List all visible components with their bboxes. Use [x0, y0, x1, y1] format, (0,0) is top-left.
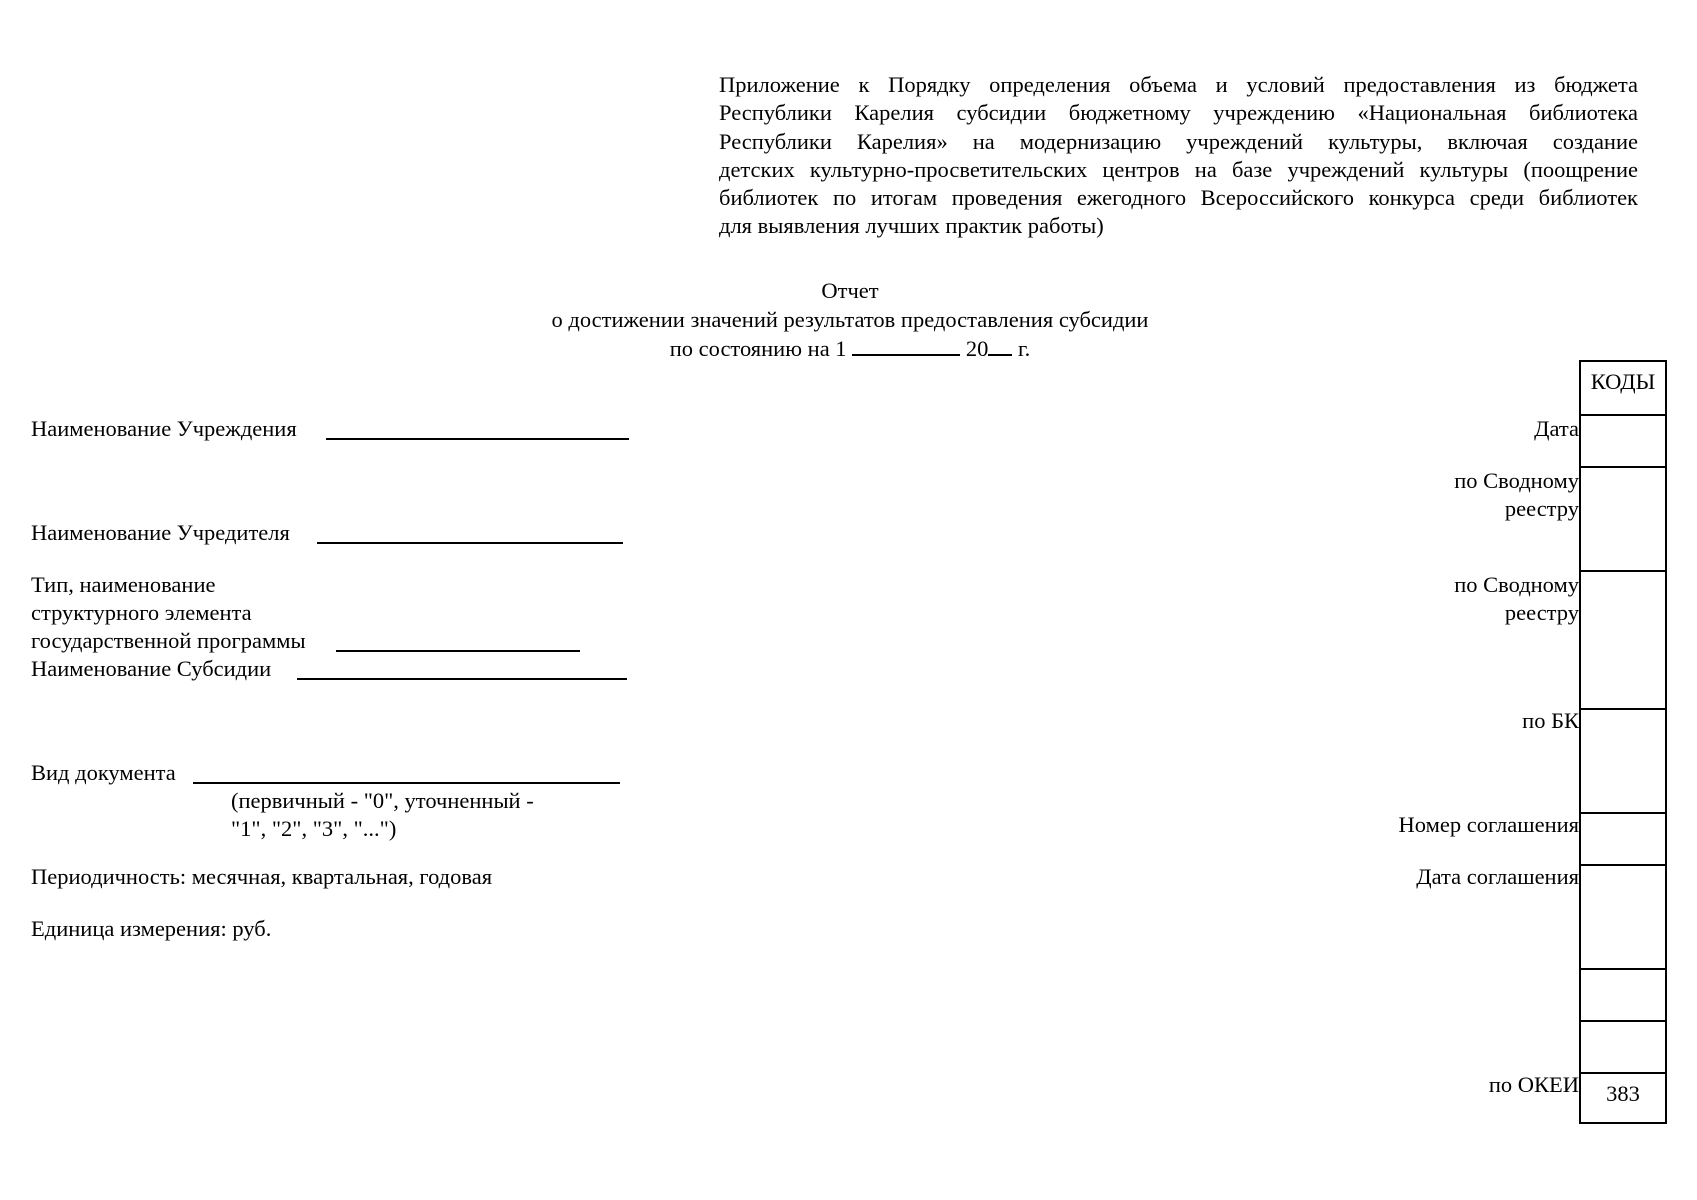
program-label-line-3: государственной программы: [31, 628, 306, 653]
codes-header: КОДЫ: [1590, 369, 1656, 394]
report-title: [300, 277, 1400, 363]
program-field[interactable]: [336, 650, 580, 652]
date-year-blank[interactable]: [988, 334, 1012, 356]
appendix-line: Республики Карелия субсидии бюджетному учреждению «Национальная библиотека: [719, 100, 1638, 126]
doc-type-label: Вид документа: [31, 760, 176, 785]
svod-registry-label-2b: реестру: [1504, 600, 1579, 625]
title-year: 20: [965, 336, 989, 361]
code-cell-agreement-date[interactable]: [1581, 864, 1665, 968]
periodicity-label: Периодичность: месячная, квартальная, годовая: [31, 864, 493, 889]
appendix-text: [719, 71, 1638, 241]
doc-type-note-line-2: "1", "2", "3", "..."): [231, 816, 397, 841]
svod-registry-label-2a: по Сводному: [1454, 572, 1579, 597]
date-label: Дата: [1534, 416, 1579, 441]
code-cell-bk[interactable]: [1581, 708, 1665, 812]
agreement-date-label: Дата соглашения: [1416, 864, 1579, 889]
date-month-blank[interactable]: [852, 334, 960, 356]
bk-label: по БК: [1522, 708, 1579, 733]
founder-label: Наименование Учредителя: [31, 520, 290, 545]
subsidy-field[interactable]: [297, 678, 627, 680]
code-cell-date[interactable]: [1581, 414, 1665, 466]
program-label-line-2: структурного элемента: [31, 600, 252, 625]
code-cell-empty-1[interactable]: [1581, 968, 1665, 1020]
svod-registry-label-1b: реестру: [1504, 496, 1579, 521]
title-line-3: [300, 334, 1400, 363]
appendix-line: библиотек по итогам проведения ежегодного Всероссийского конкурса среди библиотек: [719, 185, 1638, 211]
program-label-line-1: Тип, наименование: [31, 572, 216, 597]
doc-type-note-line-1: (первичный - "0", уточненный -: [231, 788, 534, 813]
founder-field[interactable]: [317, 542, 623, 544]
appendix-line: детских культурно-просветительских центров на базе учреждений культуры (поощрение: [719, 156, 1638, 182]
institution-label: Наименование Учреждения: [31, 416, 297, 441]
doc-type-field[interactable]: [193, 782, 620, 784]
appendix-line: Республики Карелия» на модернизацию учреждений культуры, включая создание: [719, 128, 1638, 154]
appendix-line: для выявления лучших практик работы): [719, 213, 1104, 239]
code-cell-okei: 383: [1581, 1072, 1665, 1122]
okei-label: по ОКЕИ: [1488, 1072, 1579, 1097]
code-cell-svod-registry-1[interactable]: [1581, 466, 1665, 570]
title-line-1: Отчет: [821, 278, 879, 303]
code-cell-agreement-number[interactable]: [1581, 812, 1665, 864]
title-line-2: о достижении значений результатов предоставления субсидии: [551, 306, 1149, 332]
codes-table: [1579, 360, 1667, 1124]
subsidy-label: Наименование Субсидии: [31, 656, 272, 681]
title-date-suffix: г.: [1017, 336, 1031, 361]
code-cell-empty-2[interactable]: [1581, 1020, 1665, 1072]
code-cell-svod-registry-2[interactable]: [1581, 570, 1665, 708]
title-date-prefix: по состоянию на 1: [669, 336, 847, 361]
svod-registry-label-1a: по Сводному: [1454, 468, 1579, 493]
agreement-number-label: Номер соглашения: [1398, 812, 1579, 837]
unit-label: Единица измерения: руб.: [31, 916, 272, 941]
appendix-line: Приложение к Порядку определения объема и условий предоставления из бюджета: [719, 72, 1638, 97]
institution-field[interactable]: [326, 438, 629, 440]
